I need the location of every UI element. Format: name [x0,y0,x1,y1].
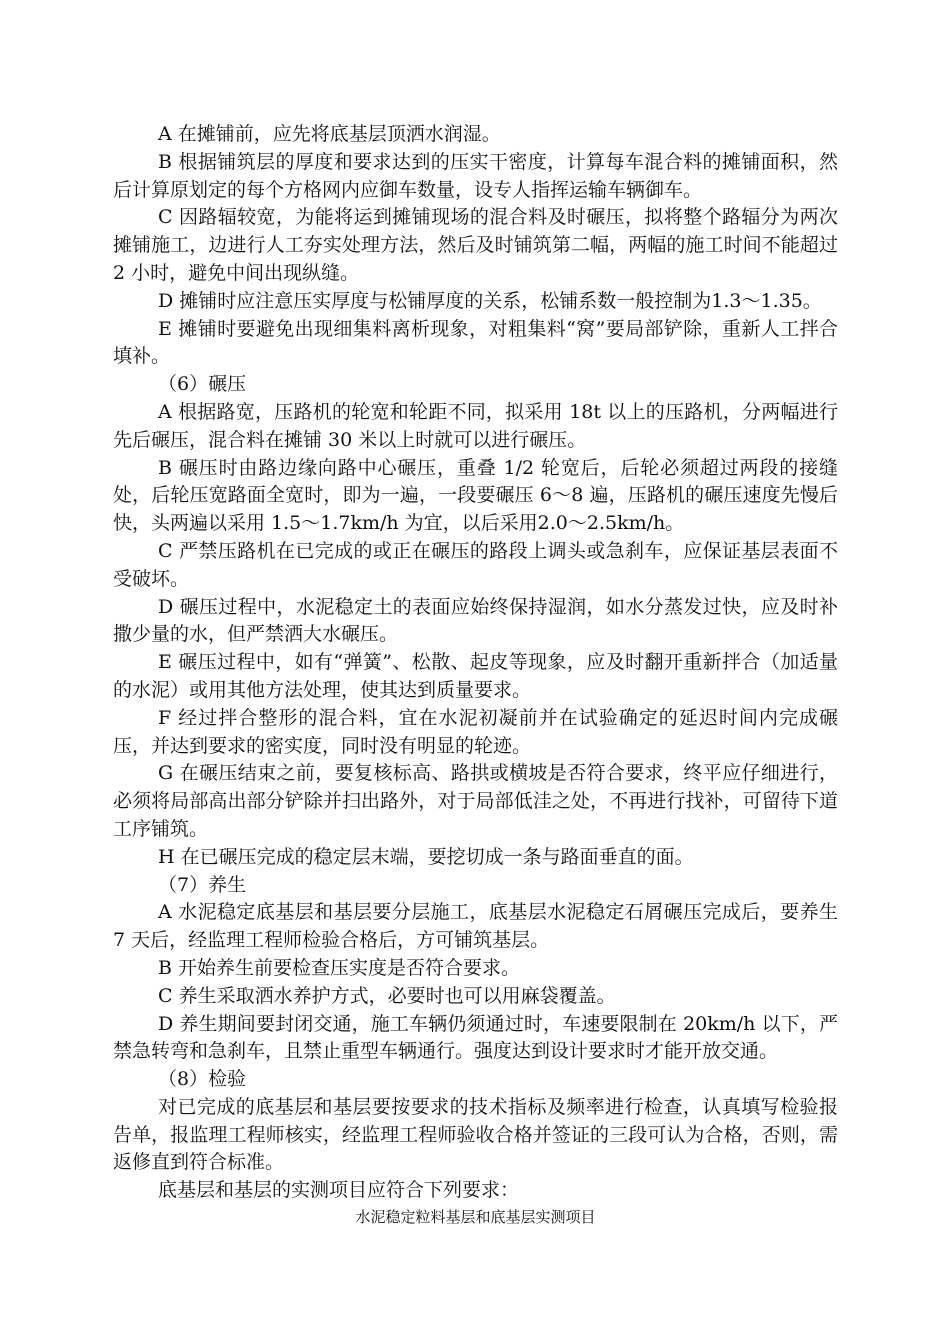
paragraph-rolling-g: G 在碾压结束之前，要复核标高、路拱或横坡是否符合要求，终平应仔细进行，必须将局部高出部分铲除并扫出路外，对于局部低洼之处，不再进行找补，可留待下道工序铺筑。 [113,762,838,840]
document-page [113,121,838,1227]
paragraph-paving-a: A 在摊铺前，应先将底基层顶洒水润湿。 [158,123,501,145]
table-caption: 水泥稳定粒料基层和底基层实测项目 [355,1208,596,1227]
paragraph-rolling-b: B 碾压时由路边缘向路中心碾压，重叠 1/2 轮宽后，后轮必须超过两段的接缝处，后轮压宽路面全宽时，即为一遍，一段要碾压 6～8 遍，压路机的碾压速度先慢后快，头两遍以采用 1.5～1.7km/h 为宜，以后采用2.0～2.5km/h。 [113,456,838,535]
paragraph-curing-a: A 水泥稳定底基层和基层要分层施工，底基层水泥稳定石屑碾压完成后，要养生 7 天后，经监理工程师检验合格后，方可铺筑基层。 [113,901,838,952]
paragraph-paving-e: E 摊铺时要避免出现细集料离析现象，对粗集料“窝”要局部铲除，重新人工拌合填补。 [113,317,838,368]
paragraph-curing-d: D 养生期间要封闭交通，施工车辆仍须通过时，车速要限制在 20km/h 以下，严禁急转弯和急刹车，且禁止重型车辆通行。强度达到设计要求时才能开放交通。 [113,1012,838,1063]
paragraph-paving-c: C 因路辐较宽，为能将运到摊铺现场的混合料及时碾压，拟将整个路辐分为两次摊铺施工，边进行人工夯实处理方法，然后及时铺筑第二幅，两幅的施工时间不能超过 2 小时，避免中间出现纵缝。 [113,206,838,284]
paragraph-inspection-2: 底基层和基层的实测项目应符合下列要求： [158,1179,520,1202]
paragraph-rolling-d: D 碾压过程中，水泥稳定土的表面应始终保持湿润，如水分蒸发过快，应及时补撒少量的水，但严禁洒大水碾压。 [113,595,838,646]
paragraph-inspection-1: 对已完成的底基层和基层要按要求的技术指标及频率进行检查，认真填写检验报告单，报监理工程师核实，经监理工程师验收合格并签证的三段可认为合格，否则，需返修直到符合标准。 [113,1095,838,1174]
section-heading-inspection: （8）检验 [158,1068,247,1091]
paragraph-rolling-f: F 经过拌合整形的混合料，宜在水泥初凝前并在试验确定的延迟时间内完成碾压，并达到要求的密实度，同时没有明显的轮迹。 [113,706,838,757]
paragraph-rolling-a: A 根据路宽，压路机的轮宽和轮距不同，拟采用 18t 以上的压路机，分两幅进行先后碾压，混合料在摊铺 30 米以上时就可以进行碾压。 [113,400,838,451]
section-heading-curing: （7）养生 [158,873,247,896]
paragraph-paving-d: D 摊铺时应注意压实厚度与松铺厚度的关系，松铺系数一般控制为1.3～1.35。 [158,289,822,312]
paragraph-curing-b: B 开始养生前要检查压实度是否符合要求。 [158,956,521,979]
paragraph-curing-c: C 养生采取洒水养护方式，必要时也可以用麻袋覆盖。 [158,984,616,1007]
paragraph-rolling-h: H 在已碾压完成的稳定层末端，要挖切成一条与路面垂直的面。 [158,845,694,868]
paragraph-rolling-c: C 严禁压路机在已完成的或正在碾压的路段上调头或急刹车，应保证基层表面不受破坏。 [113,539,838,590]
paragraph-rolling-e: E 碾压过程中，如有“弹簧”、松散、起皮等现象，应及时翻开重新拌合（加适量的水泥）或用其他方法处理，使其达到质量要求。 [113,651,838,701]
paragraph-paving-b: B 根据铺筑层的厚度和要求达到的压实干密度，计算每车混合料的摊铺面积，然后计算原划定的每个方格网内应御车数量，设专人指挥运输车辆御车。 [113,150,838,201]
section-heading-rolling: （6）碾压 [158,373,247,396]
